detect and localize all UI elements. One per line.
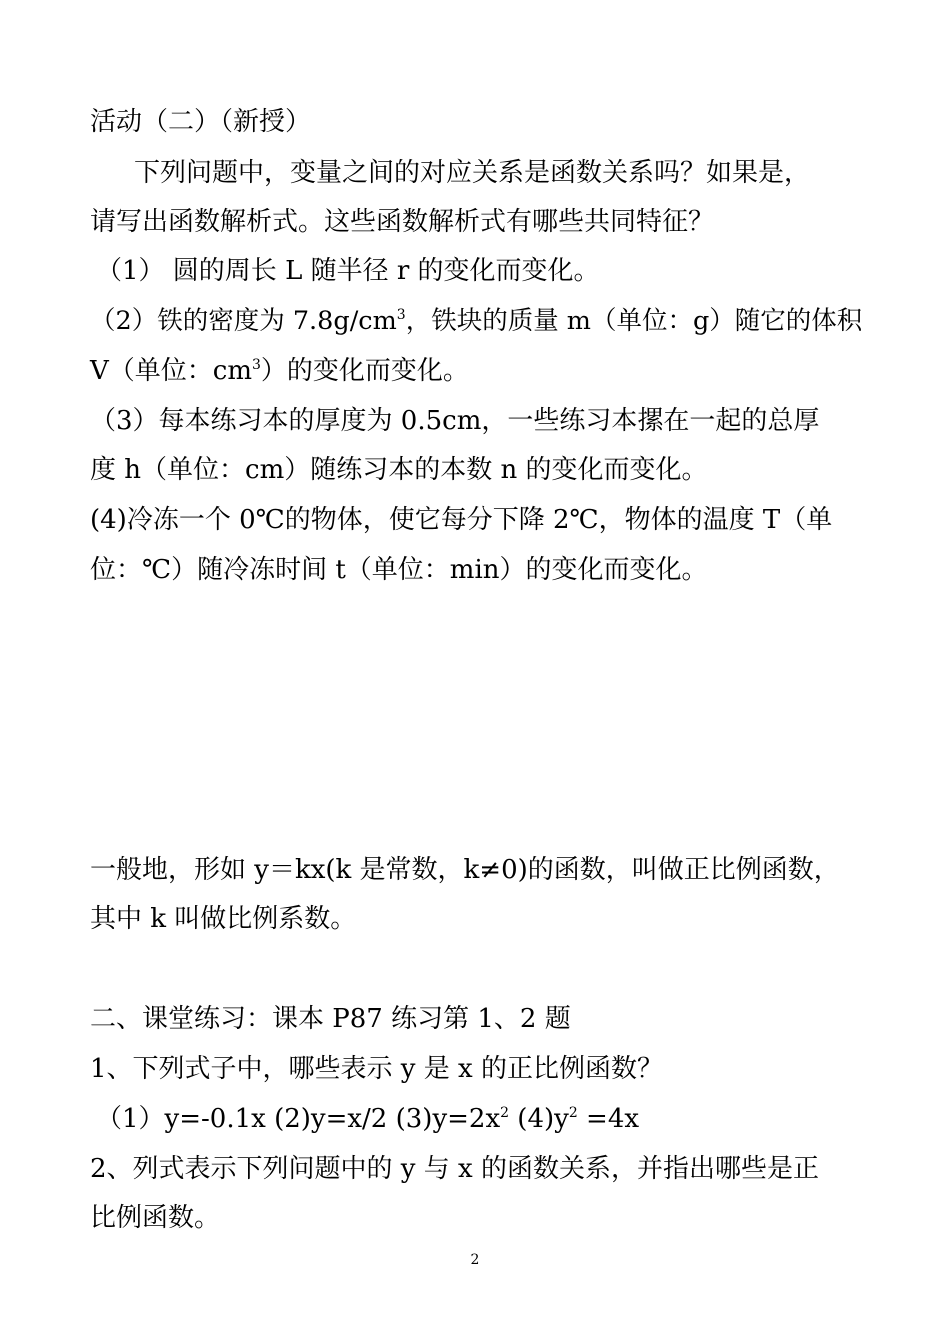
q2-line2-superscript: 3 [252, 357, 261, 373]
ex1-opts-a: （1）y=-0.1x (2)y=x/2 (3)y=2x [96, 1104, 501, 1134]
ex1-opts-b: (4)y [509, 1104, 569, 1134]
page-number: 2 [470, 1252, 480, 1268]
definition-line-2: 其中 k 叫做比例系数。 [90, 904, 357, 934]
question-3-line-1: （3）每本练习本的厚度为 0.5cm，一些练习本摞在一起的总厚 [90, 406, 820, 436]
definition-line-1: 一般地，形如 y＝kx(k 是常数，k≠0)的函数，叫做正比例函数， [90, 855, 840, 885]
q2-line2-text-b: ）的变化而变化。 [260, 356, 469, 386]
question-3-line-2: 度 h（单位：cm）随练习本的本数 n 的变化而变化。 [90, 455, 708, 485]
q2-text-b: ，铁块的质量 m（单位：g）随它的体积 [405, 306, 863, 336]
ex1-superscript-2: 2 [568, 1105, 578, 1121]
exercise-1-options [96, 1102, 871, 1136]
intro-line-1: 下列问题中，变量之间的对应关系是函数关系吗？如果是， [134, 158, 811, 188]
question-4-line-2: 位：℃）随冷冻时间 t（单位：min）的变化而变化。 [90, 555, 708, 585]
question-2-line-1 [90, 304, 865, 338]
exercise-1: 1、下列式子中，哪些表示 y 是 x 的正比例函数？ [90, 1054, 663, 1084]
ex1-superscript-1: 2 [500, 1105, 510, 1121]
activity-heading: 活动（二）（新授） [90, 107, 312, 137]
q2-superscript: 3 [396, 307, 406, 323]
question-4-line-1: (4)冷冻一个 0℃的物体，使它每分下降 2℃，物体的温度 T（单 [90, 505, 833, 535]
ex1-opts-c: =4x [577, 1104, 640, 1134]
question-1: （1） 圆的周长 L 随半径 r 的变化而变化。 [96, 256, 600, 286]
question-2-line-2 [90, 354, 865, 388]
intro-line-2: 请写出函数解析式。这些函数解析式有哪些共同特征？ [90, 207, 715, 237]
practice-heading: 二、课堂练习：课本 P87 练习第 1、2 题 [90, 1004, 571, 1034]
exercise-2-line-2: 比例函数。 [90, 1203, 221, 1233]
q2-text-a: （2）铁的密度为 7.8g/cm [90, 306, 397, 336]
exercise-2-line-1: 2、列式表示下列问题中的 y 与 x 的函数关系，并指出哪些是正 [90, 1154, 819, 1184]
q2-line2-text-a: V（单位：cm [90, 356, 252, 386]
